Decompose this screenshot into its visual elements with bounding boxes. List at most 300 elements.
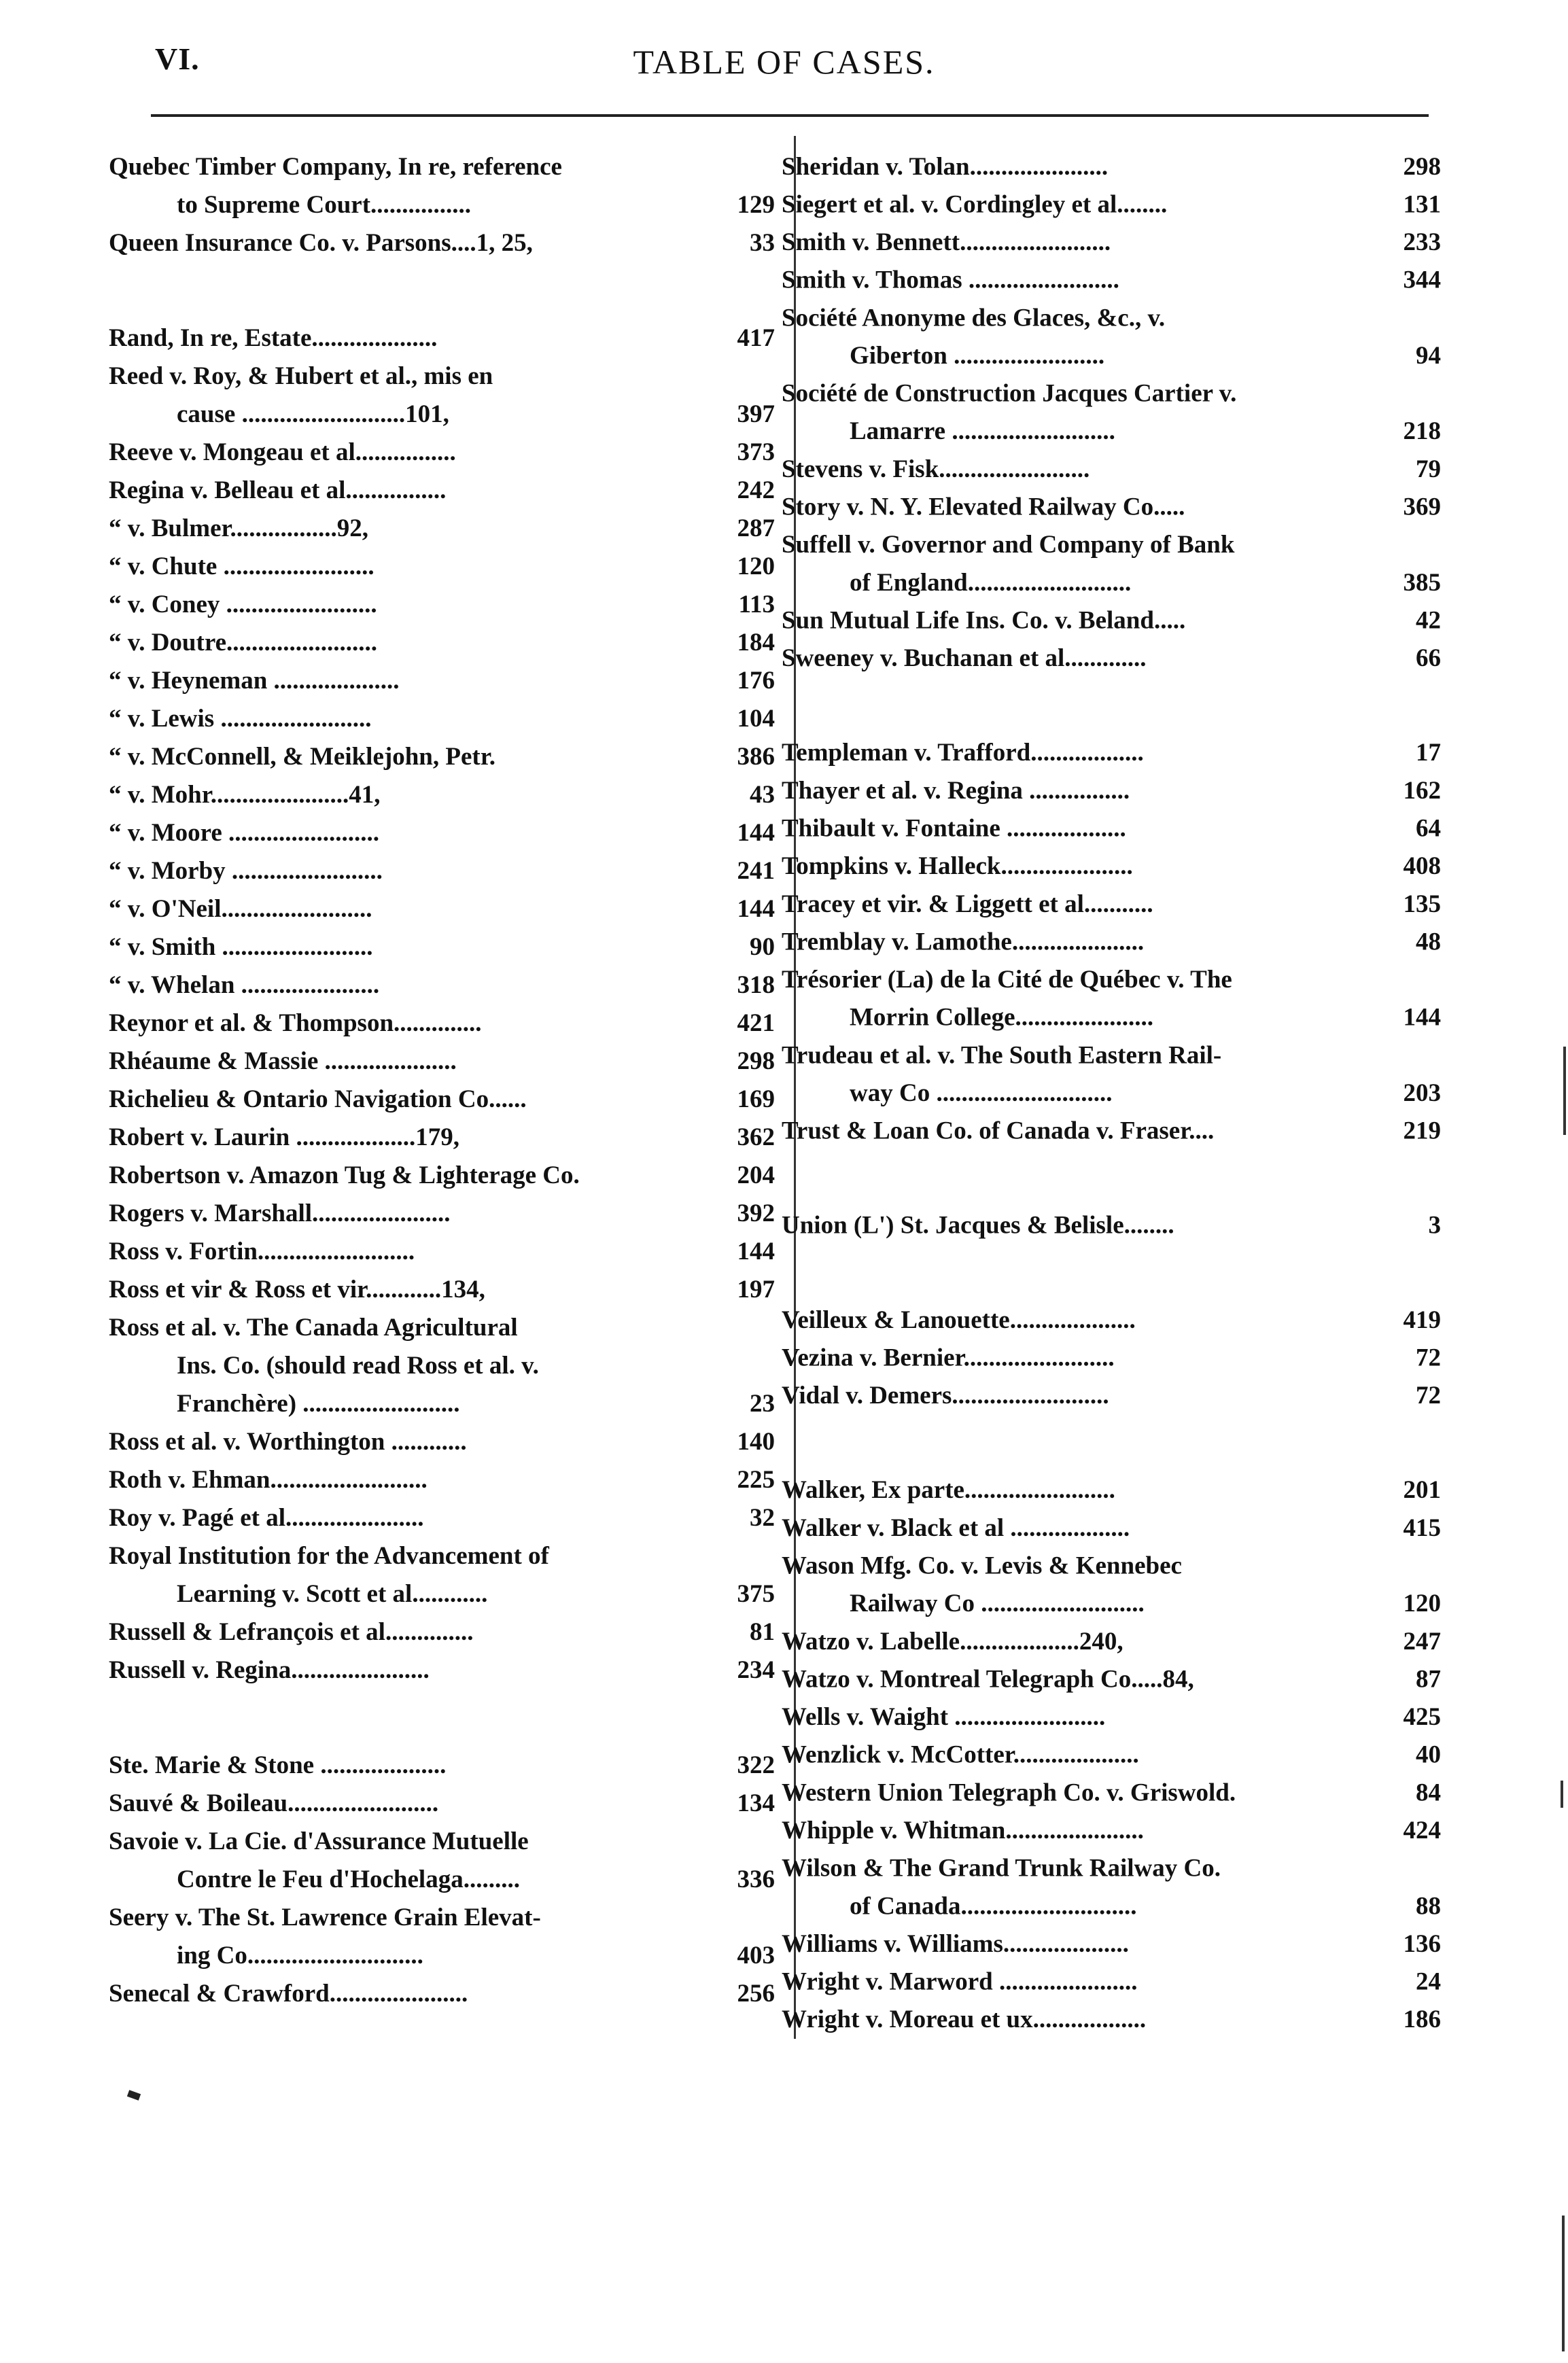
case-line <box>782 337 1441 375</box>
page-reference: 219 <box>1403 1117 1441 1145</box>
page-reference: 322 <box>737 1751 775 1779</box>
case-entry <box>782 186 1441 224</box>
case-name: Savoie v. La Cie. d'Assurance Mutuelle <box>109 1827 529 1855</box>
page-reference: 134 <box>737 1789 775 1817</box>
case-line <box>109 1785 775 1823</box>
case-entry <box>782 451 1441 489</box>
case-name: Reed v. Roy, & Hubert et al., mis en <box>109 362 493 390</box>
page-reference: 298 <box>1403 152 1441 181</box>
case-line <box>109 1233 775 1271</box>
case-entry <box>109 814 775 852</box>
case-line <box>109 472 775 510</box>
case-line <box>109 510 775 548</box>
case-line <box>109 1537 775 1575</box>
page-reference: 23 <box>750 1390 775 1418</box>
page-reference: 32 <box>750 1504 775 1532</box>
case-name: “ v. Morby ........................ <box>109 857 383 885</box>
case-line <box>782 1698 1441 1736</box>
case-entry <box>782 1509 1441 1547</box>
case-entry <box>109 472 775 510</box>
case-line <box>109 1157 775 1195</box>
page-reference: 203 <box>1403 1079 1441 1107</box>
case-name: Templeman v. Trafford.................. <box>782 739 1144 767</box>
page-reference: 247 <box>1403 1627 1441 1656</box>
edge-mark <box>1561 1781 1563 1808</box>
case-entry <box>782 961 1441 1036</box>
case-line <box>782 847 1441 886</box>
case-name: Wilson & The Grand Trunk Railway Co. <box>782 1854 1221 1883</box>
case-name: Sun Mutual Life Ins. Co. v. Beland..... <box>782 606 1186 635</box>
case-line <box>109 548 775 586</box>
edge-mark <box>1563 1047 1566 1135</box>
case-line <box>109 396 775 434</box>
case-entry <box>109 1157 775 1195</box>
case-name: Ross et al. v. The Canada Agricultural <box>109 1314 518 1342</box>
case-line <box>109 700 775 738</box>
page-reference: 104 <box>737 705 775 733</box>
page-reference: 419 <box>1403 1306 1441 1334</box>
page-reference: 131 <box>1403 190 1441 219</box>
case-name: Sauvé & Boileau........................ <box>109 1789 439 1817</box>
case-name: “ v. Chute ........................ <box>109 553 374 580</box>
case-line <box>782 1774 1441 1813</box>
page-reference: 169 <box>737 1085 775 1113</box>
case-line <box>109 738 775 776</box>
case-name: Story v. N. Y. Elevated Railway Co..... <box>782 493 1185 521</box>
page-reference: 403 <box>737 1942 775 1970</box>
case-entry <box>782 640 1441 678</box>
case-line <box>109 1499 775 1537</box>
case-name: Suffell v. Governor and Company of Bank <box>782 531 1235 559</box>
page-reference: 17 <box>1416 739 1441 767</box>
page-reference: 186 <box>1403 2006 1441 2034</box>
case-name: Watzo v. Montreal Telegraph Co.....84, <box>782 1665 1194 1694</box>
case-name: Siegert et al. v. Cordingley et al........ <box>782 190 1168 219</box>
case-entry <box>109 1119 775 1157</box>
page-reference: 94 <box>1416 342 1441 370</box>
case-name: Robert v. Laurin ...................179, <box>109 1123 459 1151</box>
case-entry <box>109 1823 775 1899</box>
page-header <box>0 0 1568 109</box>
case-line <box>782 413 1441 451</box>
page-reference: 120 <box>1403 1590 1441 1618</box>
case-entry <box>782 1698 1441 1736</box>
case-name: Russell & Lefrançois et al.............. <box>109 1618 474 1646</box>
case-name: Trudeau et al. v. The South Eastern Rail- <box>782 1041 1222 1070</box>
case-entry <box>109 1537 775 1613</box>
case-line <box>782 1471 1441 1509</box>
case-line <box>109 852 775 890</box>
case-line <box>109 1899 775 1937</box>
case-entry <box>109 148 775 224</box>
page-reference: 113 <box>738 591 775 618</box>
case-line <box>782 451 1441 489</box>
case-entry <box>782 847 1441 886</box>
page-reference: 87 <box>1416 1665 1441 1694</box>
case-name: Richelieu & Ontario Navigation Co...... <box>109 1085 527 1113</box>
case-name: “ v. Mohr......................41, <box>109 781 381 809</box>
case-entry <box>782 1037 1441 1113</box>
case-name: Rogers v. Marshall...................... <box>109 1200 451 1227</box>
case-entry <box>782 772 1441 810</box>
case-entry <box>782 489 1441 527</box>
page-reference: 88 <box>1416 1892 1441 1921</box>
case-name: “ v. McConnell, & Meiklejohn, Petr. <box>109 743 495 771</box>
case-line <box>109 1195 775 1233</box>
case-entry <box>782 262 1441 300</box>
page-reference: 176 <box>737 667 775 695</box>
case-name: Sweeney v. Buchanan et al............. <box>782 644 1147 673</box>
case-entry <box>782 1774 1441 1813</box>
case-line <box>109 319 775 357</box>
case-line <box>782 148 1441 186</box>
case-entry <box>782 1812 1441 1850</box>
case-name: Russell v. Regina...................... <box>109 1656 430 1684</box>
case-name: way Co ............................ <box>850 1079 1113 1107</box>
case-name: Giberton ........................ <box>850 342 1105 370</box>
case-entry <box>782 1301 1441 1340</box>
case-name: Reynor et al. & Thompson.............. <box>109 1009 482 1037</box>
case-line <box>782 1340 1441 1378</box>
page-reference: 42 <box>1416 606 1441 635</box>
case-line <box>782 1037 1441 1075</box>
case-entry <box>782 1661 1441 1699</box>
case-name: “ v. Doutre........................ <box>109 629 378 657</box>
page-reference: 386 <box>737 743 775 771</box>
case-name: Whipple v. Whitman...................... <box>782 1817 1144 1844</box>
case-line <box>782 961 1441 999</box>
case-entry <box>109 434 775 472</box>
case-name: Morrin College...................... <box>850 1003 1153 1032</box>
case-line <box>782 1812 1441 1850</box>
page-reference: 40 <box>1416 1740 1441 1769</box>
case-entry <box>782 1736 1441 1774</box>
case-name: ing Co............................ <box>177 1942 423 1970</box>
case-name: Walker, Ex parte........................ <box>782 1476 1115 1505</box>
page-reference: 417 <box>737 324 775 352</box>
case-line <box>109 662 775 700</box>
case-line <box>109 1043 775 1081</box>
page-reference: 135 <box>1403 890 1441 918</box>
case-name: Stevens v. Fisk........................ <box>782 455 1090 483</box>
case-line <box>782 186 1441 224</box>
page-reference: 256 <box>737 1980 775 2008</box>
case-name: Wright v. Moreau et ux.................. <box>782 2006 1147 2034</box>
case-entry <box>782 1547 1441 1623</box>
case-entry <box>109 1081 775 1119</box>
case-line <box>782 564 1441 602</box>
case-name: Royal Institution for the Advancement of <box>109 1542 549 1570</box>
case-line <box>109 1309 775 1347</box>
case-name: Smith v. Thomas ........................ <box>782 266 1119 294</box>
page-reference: 344 <box>1403 266 1441 294</box>
case-line <box>782 1113 1441 1151</box>
case-line <box>109 928 775 966</box>
page-reference: 43 <box>750 781 775 809</box>
case-entry <box>109 1423 775 1461</box>
page-reference: 48 <box>1416 928 1441 956</box>
page-reference: 415 <box>1403 1514 1441 1542</box>
case-entry <box>782 1340 1441 1378</box>
case-line <box>782 640 1441 678</box>
page-reference: 90 <box>750 933 775 961</box>
case-name: Ross v. Fortin......................... <box>109 1238 415 1265</box>
case-line <box>782 810 1441 848</box>
page-reference: 408 <box>1403 852 1441 881</box>
case-name: Wenzlick v. McCotter.................... <box>782 1740 1139 1769</box>
case-entry <box>109 928 775 966</box>
case-name: Vidal v. Demers......................... <box>782 1382 1109 1410</box>
header-rule <box>151 114 1429 117</box>
case-entry <box>109 700 775 738</box>
case-line <box>782 300 1441 338</box>
case-line <box>782 1925 1441 1963</box>
case-name: Watzo v. Labelle...................240, <box>782 1627 1123 1656</box>
page-reference: 72 <box>1416 1344 1441 1372</box>
case-line <box>109 1937 775 1975</box>
page-reference: 336 <box>737 1866 775 1893</box>
case-line <box>109 1747 775 1785</box>
case-entry <box>109 662 775 700</box>
case-line <box>782 1207 1441 1245</box>
case-entry <box>782 148 1441 186</box>
case-name: Senecal & Crawford...................... <box>109 1980 468 2008</box>
page-reference: 392 <box>737 1200 775 1227</box>
case-name: “ v. Heyneman .................... <box>109 667 400 695</box>
case-entry <box>109 319 775 357</box>
case-name: Williams v. Williams.................... <box>782 1930 1129 1958</box>
case-entry <box>782 734 1441 772</box>
stray-mark <box>127 2090 141 2101</box>
case-name: “ v. O'Neil........................ <box>109 895 372 923</box>
case-line <box>782 602 1441 640</box>
case-line <box>109 1385 775 1423</box>
case-entry <box>109 966 775 1004</box>
case-name: Roth v. Ehman......................... <box>109 1466 428 1494</box>
case-name: Ste. Marie & Stone .................... <box>109 1751 447 1779</box>
case-line <box>782 886 1441 924</box>
case-line <box>782 1377 1441 1415</box>
case-name: “ v. Bulmer.................92, <box>109 514 369 542</box>
page-reference: 375 <box>737 1580 775 1608</box>
case-line <box>782 1585 1441 1623</box>
page-reference: 424 <box>1403 1817 1441 1844</box>
case-name: Rand, In re, Estate.................... <box>109 324 438 352</box>
case-line <box>109 434 775 472</box>
case-name: Wright v. Marword ...................... <box>782 1967 1138 1996</box>
page-reference: 84 <box>1416 1779 1441 1807</box>
case-name: Seery v. The St. Lawrence Grain Elevat- <box>109 1904 541 1931</box>
page-reference: 362 <box>737 1123 775 1151</box>
page-reference: 66 <box>1416 644 1441 673</box>
case-entry <box>109 357 775 434</box>
page-reference: 241 <box>737 857 775 885</box>
case-entry <box>109 1613 775 1651</box>
case-line <box>782 262 1441 300</box>
page-reference: 318 <box>737 971 775 999</box>
case-entry <box>782 224 1441 262</box>
case-entry <box>109 1195 775 1233</box>
page-reference: 136 <box>1403 1930 1441 1958</box>
case-line <box>109 776 775 814</box>
case-entry <box>109 1043 775 1081</box>
case-line <box>109 1613 775 1651</box>
case-line <box>109 586 775 624</box>
case-name: Union (L') St. Jacques & Belisle........ <box>782 1211 1174 1240</box>
case-line <box>782 1623 1441 1661</box>
case-entry <box>109 1499 775 1537</box>
case-entry <box>782 810 1441 848</box>
case-entry <box>109 224 775 262</box>
case-name: cause ..........................101, <box>177 400 449 428</box>
case-line <box>782 772 1441 810</box>
case-line <box>109 148 775 186</box>
page-reference: 81 <box>750 1618 775 1646</box>
case-name: Tompkins v. Halleck..................... <box>782 852 1133 881</box>
case-name: to Supreme Court................ <box>177 191 472 219</box>
case-entry <box>782 602 1441 640</box>
page-reference: 421 <box>737 1009 775 1037</box>
page-reference: 129 <box>737 191 775 219</box>
case-entry <box>782 924 1441 962</box>
case-name: Wells v. Waight ........................ <box>782 1703 1106 1731</box>
case-name: Quebec Timber Company, In re, reference <box>109 153 562 181</box>
case-entry <box>109 1004 775 1043</box>
page-reference: 425 <box>1403 1703 1441 1731</box>
case-name: of England.......................... <box>850 569 1132 597</box>
case-name: Thibault v. Fontaine ................... <box>782 814 1126 843</box>
case-name: Wason Mfg. Co. v. Levis & Kennebec <box>782 1552 1182 1580</box>
case-entry <box>782 1207 1441 1245</box>
page-reference: 72 <box>1416 1382 1441 1410</box>
case-entry <box>109 1975 775 2013</box>
case-entry <box>782 1113 1441 1151</box>
page-reference: 242 <box>737 476 775 504</box>
case-line <box>782 999 1441 1037</box>
case-entry <box>109 852 775 890</box>
page-reference: 144 <box>737 819 775 847</box>
case-entry <box>782 375 1441 451</box>
page-reference: 162 <box>1403 777 1441 805</box>
case-entry <box>782 2001 1441 2039</box>
case-line <box>109 814 775 852</box>
case-line <box>109 1081 775 1119</box>
case-line <box>782 1074 1441 1113</box>
case-name: Veilleux & Lanouette.................... <box>782 1306 1136 1334</box>
page-reference: 373 <box>737 438 775 466</box>
case-entry <box>109 548 775 586</box>
case-line <box>782 375 1441 413</box>
case-name: Railway Co .......................... <box>850 1590 1145 1618</box>
page-reference: 120 <box>737 553 775 580</box>
case-name: Société de Construction Jacques Cartier v. <box>782 379 1237 408</box>
case-entry <box>109 776 775 814</box>
case-line <box>109 1347 775 1385</box>
case-entry <box>782 1377 1441 1415</box>
case-name: Ross et al. v. Worthington ............ <box>109 1428 467 1456</box>
case-line <box>782 924 1441 962</box>
page-number: VI. <box>155 41 200 76</box>
case-line <box>109 966 775 1004</box>
case-line <box>782 526 1441 564</box>
page-reference: 144 <box>737 895 775 923</box>
case-name: Regina v. Belleau et al................ <box>109 476 447 504</box>
case-entry <box>782 526 1441 601</box>
case-name: Franchère) ......................... <box>177 1390 460 1418</box>
case-name: Ins. Co. (should read Ross et al. v. <box>177 1352 539 1380</box>
page-reference: 225 <box>737 1466 775 1494</box>
case-name: Ross et vir & Ross et vir............134, <box>109 1276 485 1303</box>
case-line <box>109 1271 775 1309</box>
case-line <box>782 1547 1441 1586</box>
case-name: Learning v. Scott et al............ <box>177 1580 488 1608</box>
case-entry <box>109 1271 775 1309</box>
case-name: Rhéaume & Massie ..................... <box>109 1047 457 1075</box>
case-line <box>109 1975 775 2013</box>
case-name: Société Anonyme des Glaces, &c., v. <box>782 304 1166 332</box>
case-line <box>109 624 775 662</box>
case-entry <box>109 1309 775 1423</box>
page-reference: 397 <box>737 400 775 428</box>
case-name: “ v. Coney ........................ <box>109 591 377 618</box>
case-line <box>109 1119 775 1157</box>
case-entry <box>109 1461 775 1499</box>
page-reference: 233 <box>1403 228 1441 256</box>
case-name: Robertson v. Amazon Tug & Lighterage Co. <box>109 1161 580 1189</box>
page-title: TABLE OF CASES. <box>633 43 935 81</box>
case-entry <box>782 1623 1441 1661</box>
case-name: Reeve v. Mongeau et al................ <box>109 438 456 466</box>
case-entry <box>109 624 775 662</box>
case-entry <box>109 1747 775 1785</box>
page-reference: 33 <box>750 229 775 257</box>
case-entry <box>782 1471 1441 1509</box>
case-name: “ v. Moore ........................ <box>109 819 380 847</box>
case-line <box>782 1736 1441 1774</box>
case-line <box>109 1423 775 1461</box>
case-entry <box>109 586 775 624</box>
page-reference: 79 <box>1416 455 1441 483</box>
case-line <box>109 357 775 396</box>
case-line <box>782 1963 1441 2001</box>
case-entry <box>782 1963 1441 2001</box>
case-entry <box>109 1899 775 1975</box>
case-entry <box>782 300 1441 375</box>
page-reference: 144 <box>737 1238 775 1265</box>
case-name: Queen Insurance Co. v. Parsons....1, 25, <box>109 229 533 257</box>
page-reference: 184 <box>737 629 775 657</box>
case-line <box>782 1509 1441 1547</box>
case-line <box>782 489 1441 527</box>
case-name: Thayer et al. v. Regina ................ <box>782 777 1130 805</box>
case-line <box>109 890 775 928</box>
left-column <box>109 148 775 2013</box>
case-line <box>109 1004 775 1043</box>
case-name: Trust & Loan Co. of Canada v. Fraser.... <box>782 1117 1215 1145</box>
page-reference: 3 <box>1428 1211 1441 1240</box>
case-name: Trésorier (La) de la Cité de Québec v. The <box>782 966 1232 994</box>
case-line <box>782 734 1441 772</box>
case-name: “ v. Smith ........................ <box>109 933 373 961</box>
case-name: “ v. Lewis ........................ <box>109 705 372 733</box>
case-entry <box>109 1651 775 1690</box>
case-name: Tremblay v. Lamothe..................... <box>782 928 1145 956</box>
page-reference: 64 <box>1416 814 1441 843</box>
right-column <box>782 148 1441 2039</box>
case-name: Lamarre .......................... <box>850 417 1115 446</box>
page-reference: 24 <box>1416 1967 1441 1996</box>
case-entry <box>109 1785 775 1823</box>
